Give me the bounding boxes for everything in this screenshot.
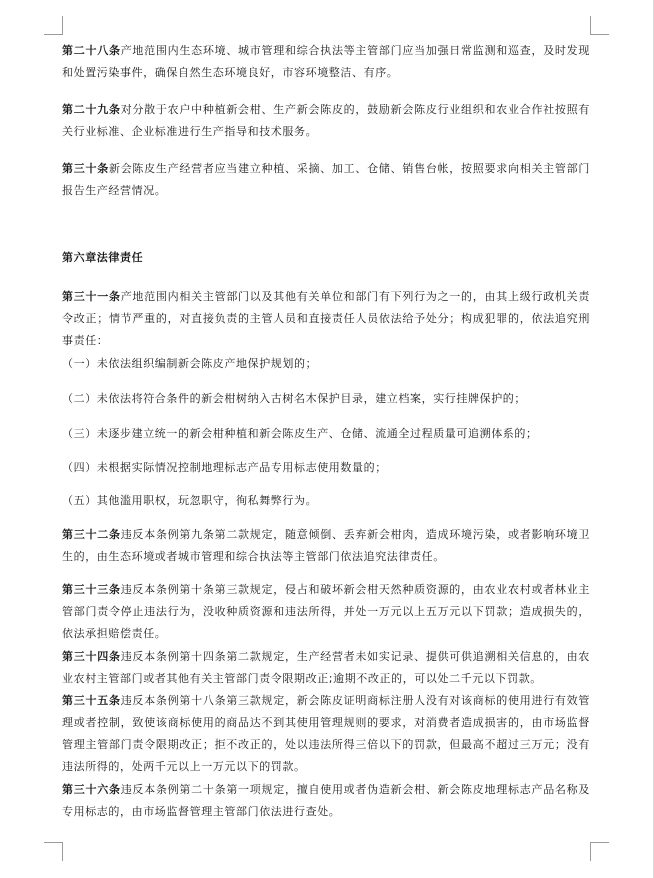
article-36	[62, 779, 590, 823]
article-text: 产地范围内生态环境、城市管理和综合执法等主管部门应当加强日常监测和巡查，及时发现和处置污染事件，确保自然生态环境良好，市容环境整洁、有序。	[62, 44, 591, 79]
crop-mark-top-right	[590, 16, 609, 35]
article-text: 违反本条例第十四条第二款规定，生产经营者未如实记录、提供可供追溯相关信息的，由农业农村主管部门或者其他有关主管部门责令限期改正;逾期不改正的，可以处二千元以下罚款。	[62, 650, 591, 685]
chapter-title: 第六章法律责任	[62, 251, 144, 264]
list-item-1: （一）未依法组织编制新会陈皮产地保护规划的；	[62, 357, 318, 370]
article-32	[62, 524, 590, 568]
article-text: 违反本条例第十八条第三款规定，新会陈皮证明商标注册人没有对该商标的使用进行有效管理或者控制，致使该商标使用的商品达不到其使用管理规则的要求，对消费者造成损害的，由市场监督管理主管部门责令限期改正；拒不改正的，处以违法所得三倍以下的罚款，但最高不超过三万元；没有违法所得的，处两千元以上一万元以下的罚款。	[62, 694, 591, 773]
article-28	[62, 40, 590, 84]
article-label: 第三十三条	[62, 583, 121, 596]
article-label: 第三十六条	[62, 783, 121, 796]
article-text: 新会陈皮生产经营者应当建立种植、采摘、加工、仓储、销售台帐，按照要求向相关主管部门报告生产经营情况。	[62, 162, 590, 197]
article-text: 违反本条例第九条第二款规定，随意倾倒、丢弃新会柑肉，造成环境污染，或者影响环境卫生的，由生态环境或者城市管理和综合执法等主管部门依法追究法律责任。	[62, 528, 591, 563]
list-item-4: （四）未根据实际情况控制地理标志产品专用标志使用数量的；	[62, 461, 387, 474]
article-text: 产地范围内相关主管部门以及其他有关单位和部门有下列行为之一的，由其上级行政机关责令改正；情节严重的，对直接负责的主管人员和直接责任人员依法给予处分；构成犯罪的，依法追究刑事责任：	[62, 290, 591, 347]
article-label: 第三十条	[62, 162, 109, 175]
article-33	[62, 579, 590, 645]
article-34	[62, 646, 590, 690]
list-item-2: （二）未依法将符合条件的新会柑树纳入古树名木保护目录，建立档案，实行挂牌保护的；	[62, 392, 526, 405]
article-31	[62, 286, 590, 352]
article-label: 第二十九条	[62, 103, 121, 116]
article-label: 第三十五条	[62, 694, 121, 707]
article-29	[62, 99, 590, 143]
article-text: 对分散于农户中种植新会柑、生产新会陈皮的，鼓励新会陈皮行业组织和农业合作社按照有关行业标准、企业标准进行生产指导和技术服务。	[62, 103, 591, 138]
article-label: 第三十四条	[62, 650, 121, 663]
crop-mark-bottom-left	[44, 842, 63, 861]
article-35	[62, 690, 590, 778]
article-label: 第二十八条	[62, 44, 121, 57]
crop-mark-bottom-right	[590, 842, 609, 861]
article-30	[62, 158, 590, 202]
article-text: 违反本条例第十条第三款规定，侵占和破坏新会柑天然种质资源的，由农业农村或者林业主管部门责令停止违法行为，没收种质资源和违法所得，并处一万元以上五万元以下罚款；造成损失的，依法承担赔偿责任。	[62, 583, 591, 640]
list-item-3: （三）未逐步建立统一的新会柑种植和新会陈皮生产、仓储、流通全过程质量可追溯体系的；	[62, 427, 538, 440]
article-label: 第三十二条	[62, 528, 121, 541]
list-item-5: （五）其他滥用职权，玩忽职守，徇私舞弊行为。	[62, 494, 318, 507]
article-text: 违反本条例第二十条第一项规定，擅自使用或者伪造新会柑、新会陈皮地理标志产品名称及专用标志的，由市场监督管理主管部门依法进行查处。	[62, 783, 591, 818]
article-label: 第三十一条	[62, 290, 121, 303]
crop-mark-top-left	[44, 16, 63, 35]
